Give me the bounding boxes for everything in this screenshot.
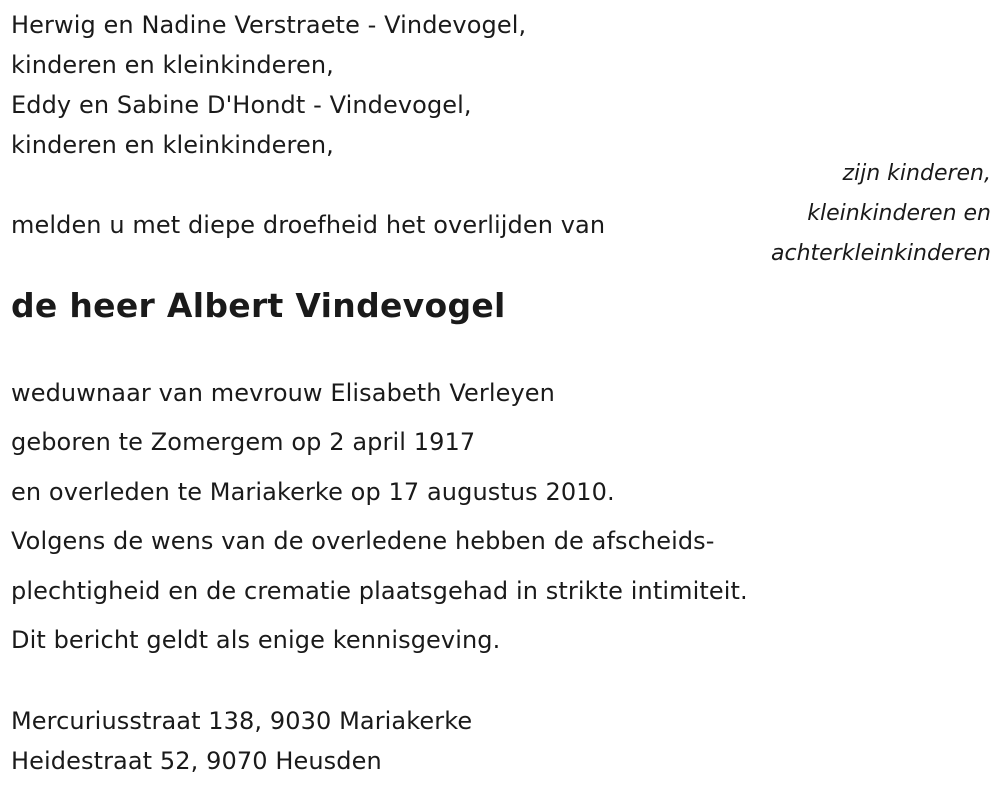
detail-line: plechtigheid en de crematie plaatsgehad in strikte intimiteit. [11,577,748,605]
relation-line: achterkleinkinderen [771,241,991,266]
announcement-text: melden u met diepe droefheid het overlijden van [11,211,606,239]
relation-line: kleinkinderen en [807,201,991,226]
address-line: Mercuriusstraat 138, 9030 Mariakerke [11,707,473,735]
detail-line: Dit bericht geldt als enige kennisgeving. [11,626,501,654]
detail-line: weduwnaar van mevrouw Elisabeth Verleyen [11,379,555,407]
family-line: Eddy en Sabine D'Hondt - Vindevogel, [11,91,472,119]
detail-line: en overleden te Mariakerke op 17 augustus 2010. [11,478,615,506]
detail-line: geboren te Zomergem op 2 april 1917 [11,428,476,456]
family-line: kinderen en kleinkinderen, [11,51,334,79]
relation-line: zijn kinderen, [842,161,991,186]
address-line: Heidestraat 52, 9070 Heusden [11,747,382,775]
relation-block [771,154,991,274]
family-line: kinderen en kleinkinderen, [11,131,334,159]
deceased-name: de heer Albert Vindevogel [11,286,506,325]
detail-line: Volgens de wens van de overledene hebben de afscheids- [11,527,715,555]
family-line: Herwig en Nadine Verstraete - Vindevogel, [11,11,527,39]
